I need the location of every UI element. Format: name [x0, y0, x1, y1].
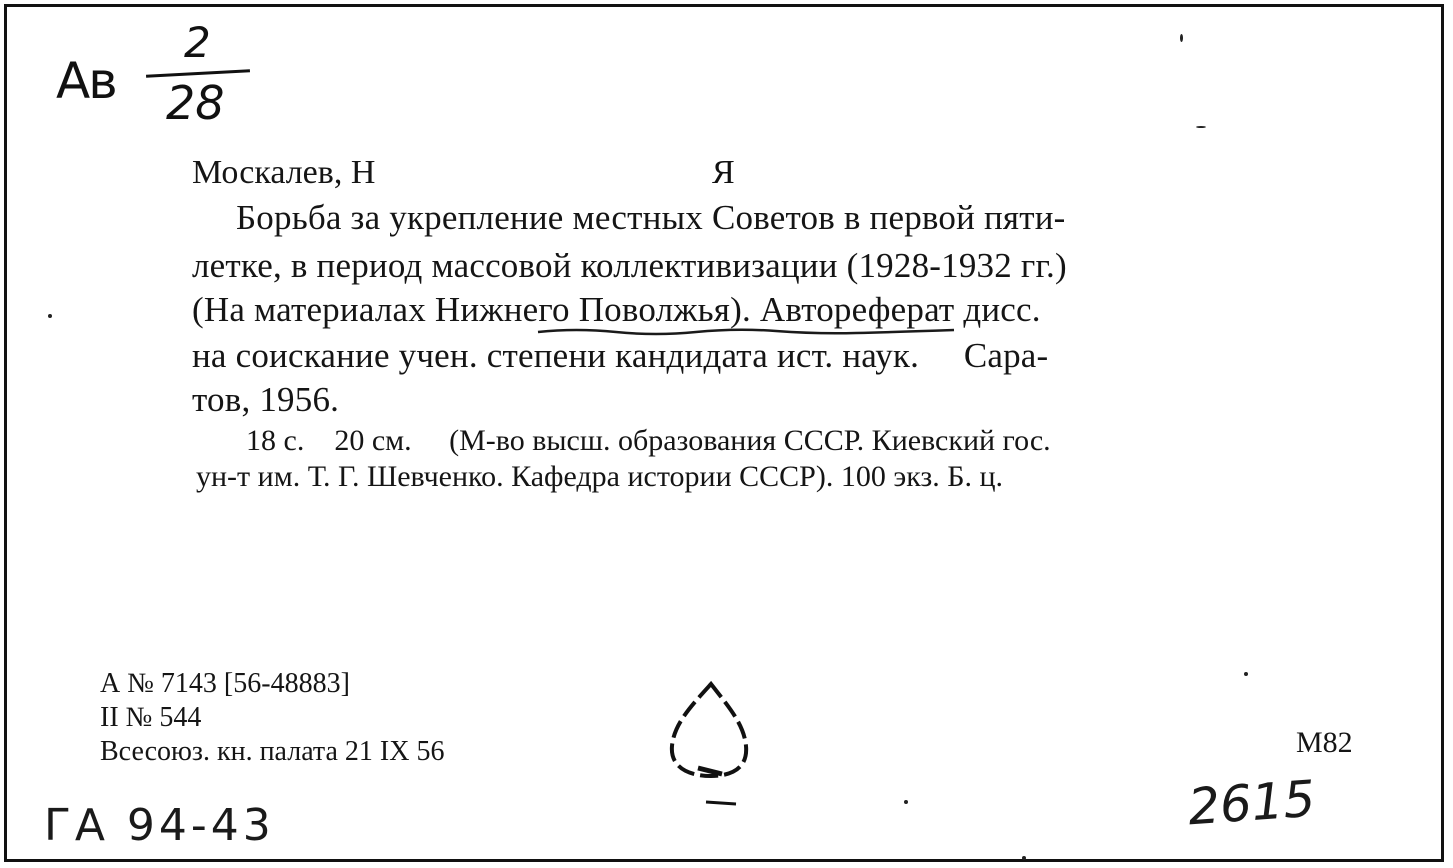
- title-line: летке, в период массовой коллективизации (1928-1932 гг.): [192, 246, 1067, 285]
- registry-line: II № 544: [100, 702, 202, 733]
- inventory-number: 2615: [1186, 769, 1318, 837]
- shelfmark: [56, 18, 256, 144]
- library-stamp: [656, 676, 766, 816]
- speck: [48, 314, 52, 318]
- collation-line: ун-т им. Т. Г. Шевченко. Кафедра истории СССР). 100 экз. Б. ц.: [196, 460, 1004, 493]
- title-line: тов, 1956.: [192, 380, 340, 419]
- registry-line: Всесоюз. кн. палата 21 IX 56: [100, 736, 445, 767]
- speck: [1022, 856, 1026, 860]
- speck: [904, 800, 908, 804]
- title-line: на соискание учен. степени кандидата ист. наук. Сара-: [192, 336, 1049, 375]
- shelfmark-numerator: 2: [184, 18, 211, 67]
- title-line: Борьба за укрепление местных Советов в первой пяти-: [236, 198, 1066, 237]
- title-line: (На материалах Нижнего Поволжья). Автореферат дисс.: [192, 290, 1041, 329]
- speck: [1244, 672, 1248, 676]
- registry-line: А № 7143 [56-48883]: [100, 668, 350, 699]
- handwritten-underline: [536, 326, 956, 338]
- shelfmark-denominator: 28: [166, 76, 225, 130]
- shelfmark-prefix: Ав: [56, 52, 116, 110]
- author-initial: Я: [712, 154, 735, 191]
- speck: [1180, 34, 1183, 42]
- collation-line: 18 с. 20 см. (М-во высш. образования СССР. Киевский гос.: [246, 424, 1051, 457]
- classification-code: М82: [1296, 726, 1353, 759]
- author-name: Москалев, Н: [192, 154, 376, 191]
- pencil-mark: ГА 94-43: [44, 800, 275, 851]
- speck: [1196, 126, 1206, 128]
